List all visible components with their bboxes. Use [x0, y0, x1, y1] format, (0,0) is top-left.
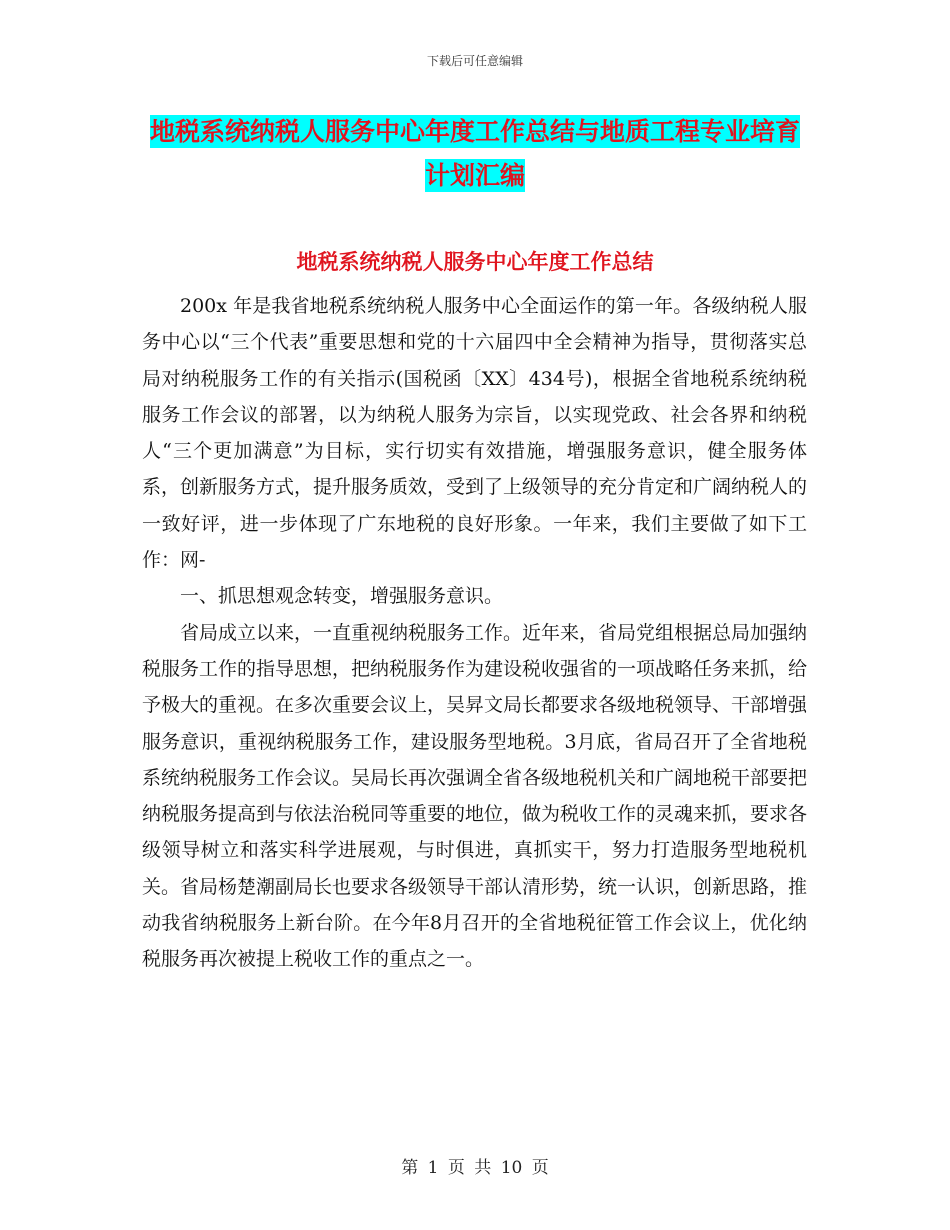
paragraph-heading-1: 一、抓思想观念转变，增强服务意识。 — [180, 585, 504, 608]
section-title: 地税系统纳税人服务中心年度工作总结 — [296, 250, 654, 274]
paragraph-body-1: 省局成立以来，一直重视纳税服务工作。近年来，省局党组根据总局加强纳税服务工作的指导思想，把纳税服务作为建设税收强省的一项战略任务来抓，给予极大的重视。在多次重要会议上，吴昇文局长都要求各级地税领导、干部增强服务意识，重视纳税服务工作，建设服务型地税。3月底，省局召开了全省地税系统纳税服务工作会议。吴局长再次强调全省各级地税机关和广阔地税干部要把纳税服务提高到与依法治税同等重要的地位，做为税收工作的灵魂来抓，要求各级领导树立和落实科学进展观，与时俱进，真抓实干，努力打造服务型地税机关。省局杨楚潮副局长也要求各级领导干部认清形势，统一认识，创新思路，推动我省纳税服务上新台阶。在今年8月召开的全省地税征管工作会议上，优化纳税服务再次被提上税收工作的重点之一。 — [142, 621, 808, 971]
page-footer: 第 1 页 共 10 页 — [401, 1158, 549, 1178]
body-text — [142, 288, 807, 978]
document-title-text: 地税系统纳税人服务中心年度工作总结与地质工程专业培育计划汇编 — [149, 117, 800, 190]
document-title — [140, 110, 810, 198]
paragraph-intro: 200x 年是我省地税系统纳税人服务中心全面运作的第一年。各级纳税人服务中心以“三个代表”重要思想和党的十六届四中全会精神为指导，贯彻落实总局对纳税服务工作的有关指示(国税函〔XX〕434号)，根据全省地税系统纳税服务工作会议的部署，以为纳税人服务为宗旨，以实现党政、社会各界和纳税人“三个更加满意”为目标，实行切实有效措施，增强服务意识，健全服务体系，创新服务方式，提升服务质效，受到了上级领导的充分肯定和广阔纳税人的一致好评，进一步体现了广东地税的良好形象。一年来，我们主要做了如下工作：网- — [142, 295, 808, 572]
header-note: 下载后可任意编辑 — [426, 54, 523, 68]
